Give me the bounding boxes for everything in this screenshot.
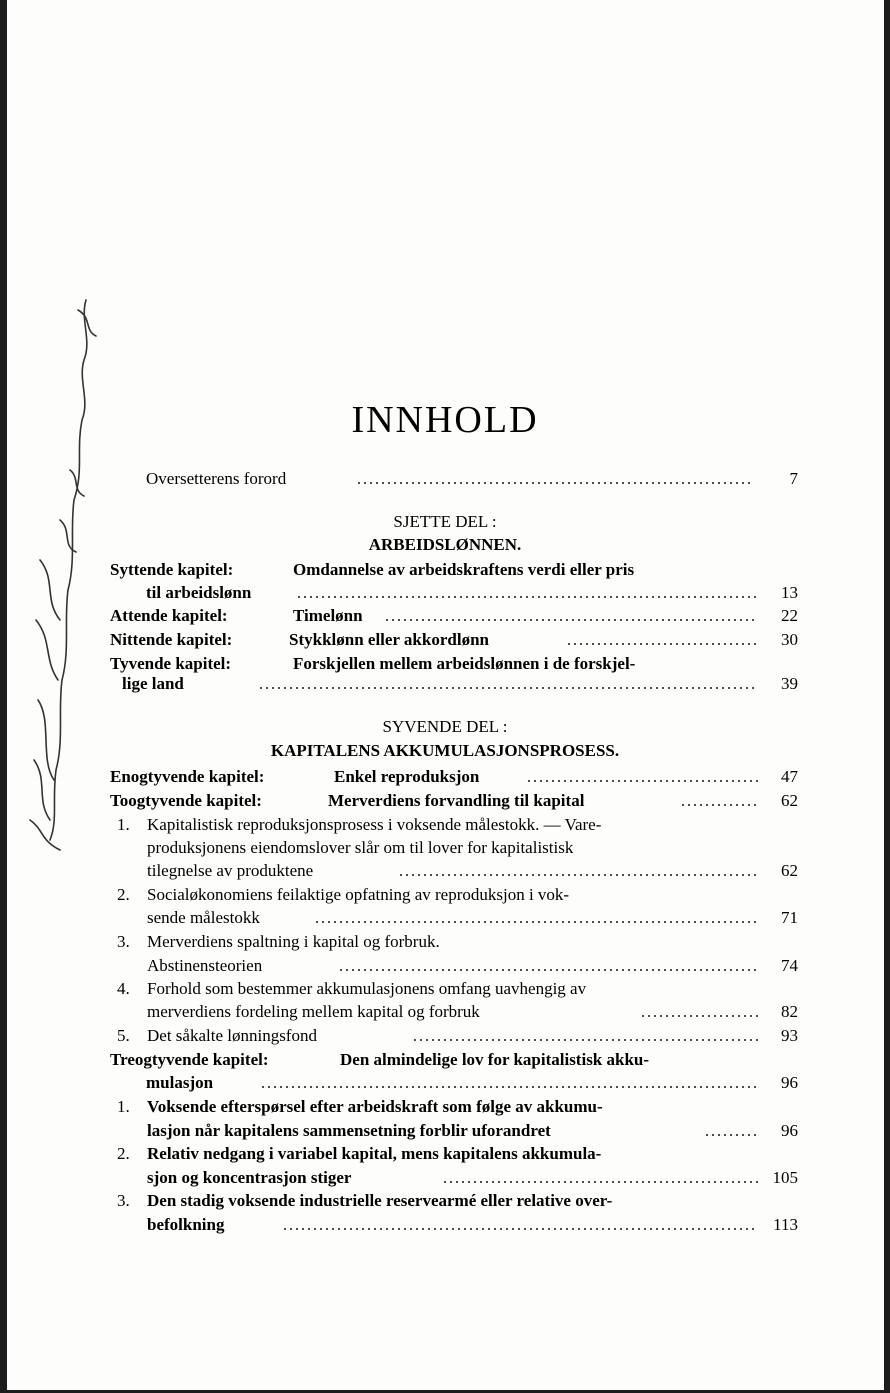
page-number: 47 (781, 767, 798, 786)
chapter-title: Omdannelse av arbeidskraftens verdi eller pris (293, 560, 635, 579)
leader-dots (566, 643, 758, 645)
page-number: 22 (781, 606, 798, 625)
section-title-cont: sjon og koncentrasjon stiger (147, 1168, 352, 1187)
leader-dots (526, 780, 758, 782)
chapter-title: Forskjellen mellem arbeidslønnen i de forskjel- (293, 654, 636, 673)
chapter-label: Enogtyvende kapitel: (110, 767, 265, 786)
leader-dots (384, 619, 758, 621)
page-number: 96 (781, 1073, 798, 1092)
page-number: 30 (781, 630, 798, 649)
page-number: 13 (781, 583, 798, 602)
part-subheading: KAPITALENS AKKUMULASJONSPROSESS. (270, 741, 620, 760)
page-number: 62 (781, 861, 798, 880)
page-number: 74 (781, 956, 798, 975)
leader-dots (338, 969, 758, 971)
page-number: 7 (789, 469, 798, 488)
chapter-title: Den almindelige lov for kapitalistisk akku- (340, 1050, 650, 1069)
chapter-title-cont: til arbeidslønn (146, 583, 252, 602)
section-title-cont: tilegnelse av produktene (147, 861, 314, 880)
section-title: Relativ nedgang i variabel kapital, mens kapitalens akkumula- (147, 1144, 602, 1163)
chapter-label: Nittende kapitel: (110, 630, 233, 649)
part-subheading: ARBEIDSLØNNEN. (368, 535, 522, 554)
chapter-title: Stykklønn eller akkordlønn (289, 630, 489, 649)
leader-dots (640, 1015, 758, 1017)
section-number: 2. (117, 1144, 130, 1163)
page-number: 71 (781, 908, 798, 927)
toc-entry-text: Oversetterens forord (146, 469, 287, 488)
leader-dots (398, 874, 758, 876)
chapter-label: Tyvende kapitel: (110, 654, 232, 673)
section-title-cont: produksjonens eiendomslover slår om til lover for kapitalistisk (147, 838, 574, 857)
section-title-cont: Abstinensteorien (147, 956, 263, 975)
leader-dots (442, 1181, 760, 1183)
section-number: 1. (117, 815, 130, 834)
section-number: 5. (117, 1026, 130, 1045)
chapter-title-cont: mulasjon (146, 1073, 214, 1092)
chapter-title-cont: lige land (122, 674, 184, 693)
leader-dots (296, 596, 758, 598)
leader-dots (356, 482, 754, 484)
chapter-title: Merverdiens forvandling til kapital (328, 791, 585, 810)
section-title-cont: sende målestokk (147, 908, 260, 927)
page-number: 96 (781, 1121, 798, 1140)
chapter-label: Attende kapitel: (110, 606, 228, 625)
page-number: 105 (772, 1168, 798, 1187)
page-title: INNHOLD (351, 399, 539, 441)
chapter-label: Treogtyvende kapitel: (110, 1050, 269, 1069)
page-number: 39 (781, 674, 798, 693)
leader-dots (282, 1228, 758, 1230)
chapter-label: Toogtyvende kapitel: (110, 791, 262, 810)
section-number: 3. (117, 932, 130, 951)
section-number: 1. (117, 1097, 130, 1116)
section-number: 2. (117, 885, 130, 904)
section-number: 3. (117, 1191, 130, 1210)
section-title: Det såkalte lønningsfond (147, 1026, 317, 1045)
section-title-cont: merverdiens fordeling mellem kapital og forbruk (147, 1002, 480, 1021)
leader-dots (704, 1134, 758, 1136)
page-number: 113 (773, 1215, 798, 1234)
section-title: Forhold som bestemmer akkumulasjonens omfang uavhengig av (147, 979, 587, 998)
section-title: Merverdiens spaltning i kapital og forbruk. (147, 932, 440, 951)
leader-dots (260, 1086, 758, 1088)
section-number: 4. (117, 979, 130, 998)
section-title: Den stadig voksende industrielle reservearmé eller relative over- (147, 1191, 613, 1210)
section-title-cont: lasjon når kapitalens sammensetning forblir uforandret (147, 1121, 551, 1140)
section-title: Voksende efterspørsel efter arbeidskraft som følge av akkumu- (147, 1097, 603, 1116)
chapter-title: Enkel reproduksjon (334, 767, 480, 786)
leader-dots (680, 804, 758, 806)
page-number: 93 (781, 1026, 798, 1045)
leader-dots (412, 1039, 758, 1041)
leader-dots (258, 687, 758, 689)
section-title: Socialøkonomiens feilaktige opfatning av reproduksjon i vok- (147, 885, 570, 904)
section-title: Kapitalistisk reproduksjonsprosess i voksende målestokk. — Vare- (147, 815, 602, 834)
chapter-title: Timelønn (293, 606, 363, 625)
page-number: 82 (781, 1002, 798, 1021)
section-title-cont: befolkning (147, 1215, 225, 1234)
page-number: 62 (781, 791, 798, 810)
chapter-label: Syttende kapitel: (110, 560, 234, 579)
part-heading: SYVENDE DEL : (382, 717, 508, 736)
leader-dots (314, 921, 758, 923)
part-heading: SJETTE DEL : (393, 512, 497, 531)
